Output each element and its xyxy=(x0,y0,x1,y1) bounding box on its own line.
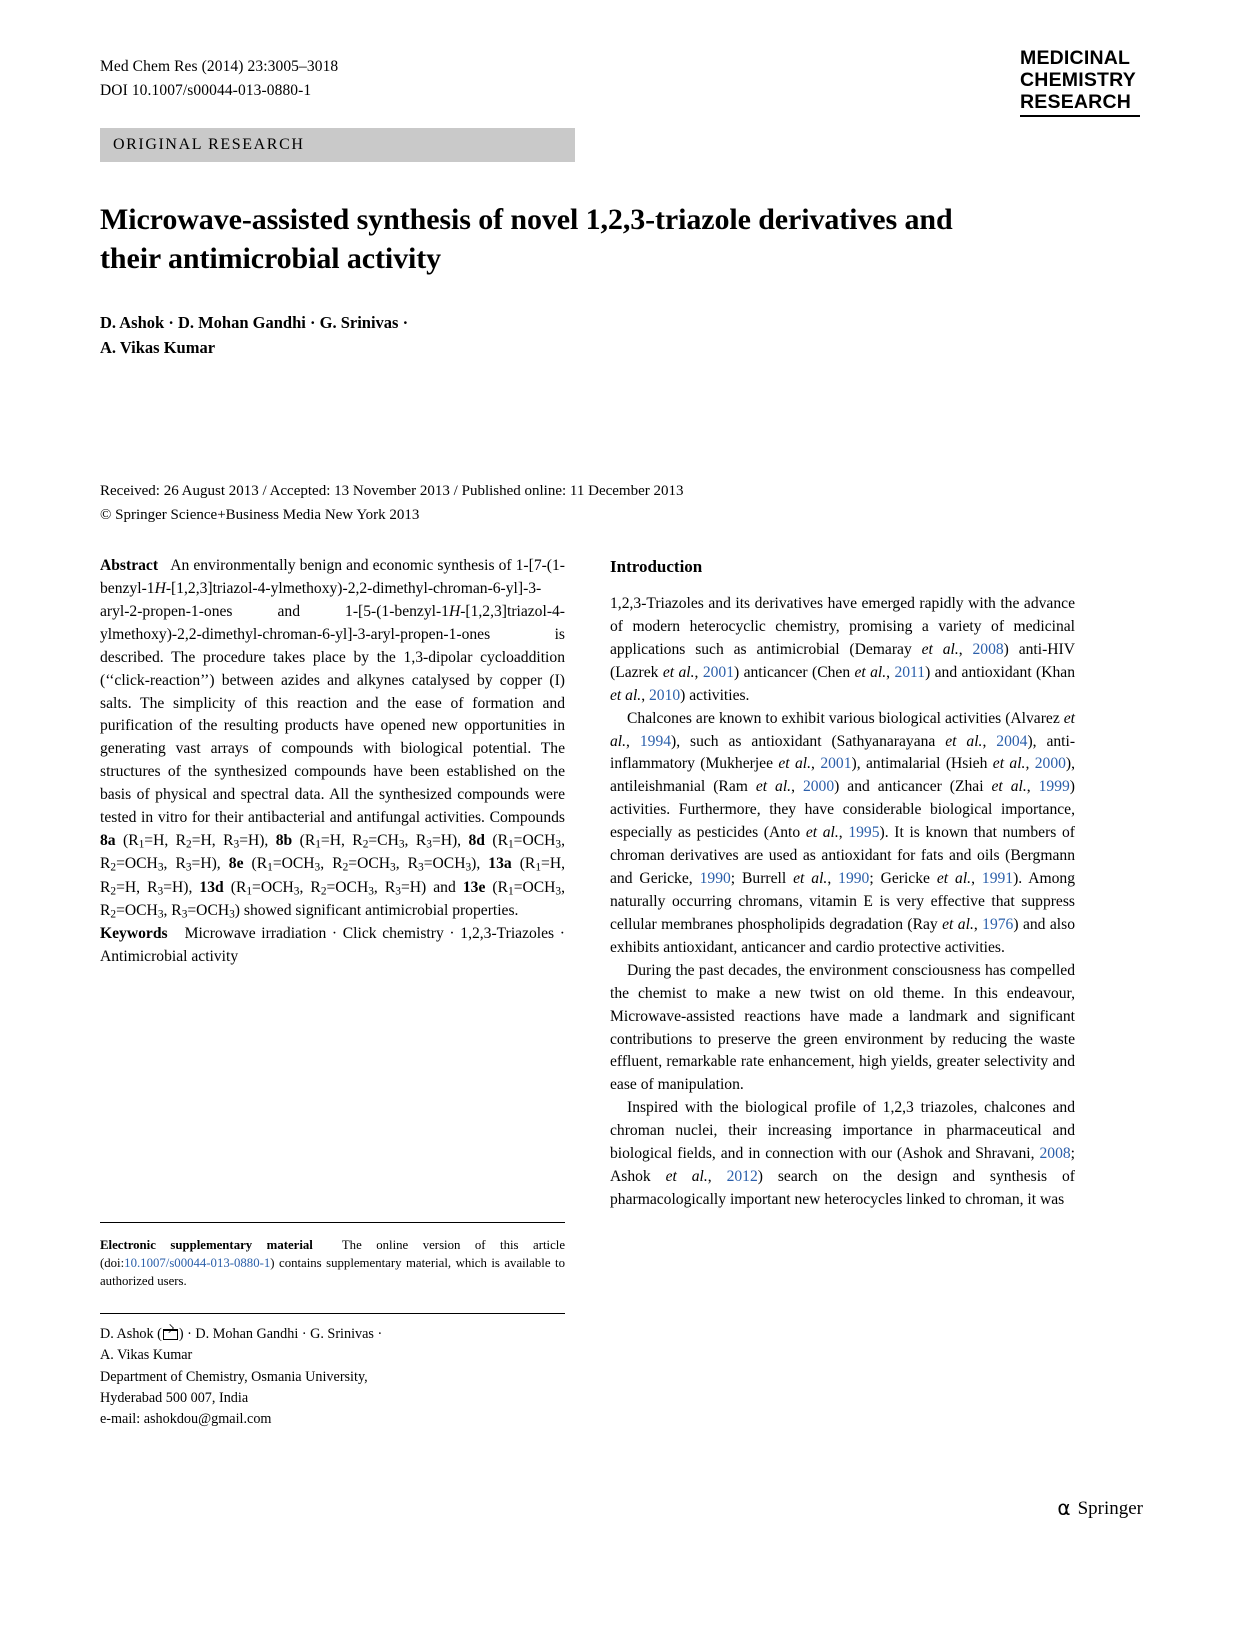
corresponding-author-line xyxy=(100,1324,565,1345)
supplementary-before: The online version of this article (doi: xyxy=(100,1237,566,1270)
journal-reference: Med Chem Res (2014) 23:3005–3018 xyxy=(100,58,339,75)
column-right xyxy=(610,555,1075,1212)
envelope-icon xyxy=(163,1329,178,1340)
paragraph: 1,2,3-Triazoles and its derivatives have emerged rapidly with the advance of modern heterocyclic chemistry, promising a variety of medicinal applications such as antimicrobial (Demaray et al., 2008) anti-HIV (Lazrek et al., 2001) anticancer (Chen et al., 2011) and antioxidant (Khan et al., 2010) activities. xyxy=(610,594,1076,704)
abstract-paragraph xyxy=(100,555,565,923)
publisher-footer xyxy=(1057,1498,1143,1520)
keywords-text: Microwave irradiation · Click chemistry · 1,2,3-Triazoles · Antimicrobial activity xyxy=(100,925,565,965)
author-line-2: A. Vikas Kumar xyxy=(100,338,216,358)
corr-city: Hyderabad 500 007, India xyxy=(100,1389,249,1406)
supplementary-heading: Electronic supplementary material xyxy=(100,1237,313,1252)
doi-line: DOI 10.1007/s00044-013-0880-1 xyxy=(100,82,312,100)
abstract-heading: Abstract xyxy=(100,557,159,574)
abstract-body: An environmentally benign and economic synthesis of 1-[7-(1-benzyl-1H-[1,2,3]triazol-4-ylmethoxy)-2,2-dimethyl-chroman-6-yl]-3-aryl-2-propen-1-ones and 1-[5-(1-benzyl-1H-[1,2,3]triazol-4-ylmethoxy)-2,2-dimethyl-chroman-6-yl]-3-aryl-propen-1-ones is described. The procedure takes place by the 1,3-dipolar cycloaddition (‘‘click-reaction’’) between azides and alkynes catalysed by copper (I) salts. The simplicity of this reaction and the ease of formation and purification of the resulting products have opened new opportunities in generating vast arrays of compounds with biological potential. The structures of the synthesized compounds have been established on the basis of physical and spectral data. All the synthesized compounds were tested in vitro for their antibacterial and antifungal activities. Compounds 8a ($R_1=H$, $R_2=H$, $R_3=H$), 8b ($R_1=H$, $R_2=CH_3$, $R_3=H$), 8d ($R_1=OCH_3$, $R_2=OCH_3$, $R_3=H$), 8e ($R_1=OCH_3$, $R_2=OCH_3$, $R_3=OCH_3$), 13a ($R_1=H$, $R_2=H$, $R_3=H$), 13d ($R_1=OCH_3$, $R_2=OCH_3$, $R_3=H$) and 13e ($R_1=OCH_3$, $R_2=OCH_3$, $R_3=OCH_3$) showed significant antimicrobial properties. xyxy=(100,557,566,921)
author-list xyxy=(100,310,800,360)
springer-logo-icon: ⍺ xyxy=(1057,1498,1071,1520)
journal-logo-line1: MEDICINAL xyxy=(1020,47,1131,69)
author-line-1: D. Ashok · D. Mohan Gandhi · G. Srinivas · xyxy=(100,313,409,332)
publication-info xyxy=(100,480,880,527)
correspondence-divider xyxy=(100,1313,565,1314)
section-heading-introduction: Introduction xyxy=(610,557,703,576)
correspondence-block xyxy=(100,1313,565,1430)
corr-line1b: ) · D. Mohan Gandhi · G. Srinivas · xyxy=(178,1326,383,1342)
supplementary-text xyxy=(100,1236,565,1290)
keywords-paragraph xyxy=(100,923,565,969)
corr-department: Department of Chemistry, Osmania University, xyxy=(100,1368,368,1385)
column-left xyxy=(100,555,565,969)
article-type-band xyxy=(100,128,575,162)
footnote-divider xyxy=(100,1222,565,1223)
supplementary-after: ) contains supplementary material, which is available to authorized users. xyxy=(100,1255,565,1289)
paragraph: Chalcones are known to exhibit various biological activities (Alvarez et al., 1994), such as antioxidant (Sathyanarayana et al., 2004), anti-inflammatory (Mukherjee et al., 2001), antimalarial (Hsieh et al., 2000), antileishmanial (Ram et al., 2000) and anticancer (Zhai et al., 1999) activities. Furthermore, they have considerable biological importance, especially as pesticides (Anto et al., 1995). It is known that numbers of chroman derivatives are used as antioxidant for fats and oils (Bergmann and Gericke, 1990; Burrell et al., 1990; Gericke et al., 1991). Among naturally occurring chromans, vitamin E is very effective that suppress cellular membranes phospholipids degradation (Ray et al., 1976) and also exhibits antioxidant, anticancer and cardio protective activities. xyxy=(610,709,1076,956)
corr-line1a: D. Ashok ( xyxy=(100,1326,162,1342)
journal-logo-line2: CHEMISTRY xyxy=(1020,68,1136,91)
copyright-line: © Springer Science+Business Media New York 2013 xyxy=(100,506,420,523)
journal-logo xyxy=(1020,48,1140,117)
publisher-name: Springer xyxy=(1077,1498,1143,1519)
supplementary-material-note xyxy=(100,1222,565,1303)
corr-line2: A. Vikas Kumar xyxy=(100,1347,193,1364)
page-header xyxy=(100,47,1140,113)
keywords-heading: Keywords xyxy=(100,925,168,942)
publication-dates: Received: 26 August 2013 / Accepted: 13 November 2013 / Published online: 11 December 2013 xyxy=(100,483,684,499)
paragraph: During the past decades, the environment consciousness has compelled the chemist to make a new twist on old theme. In this endeavour, Microwave-assisted reactions have made a landmark and significant contributions to preserve the green environment by reducing the waste effluent, remarkable rate enhancement, high yields, greater selectivity and ease of manipulation. xyxy=(610,961,1075,1094)
introduction-body xyxy=(610,593,1075,1212)
article-type-label: ORIGINAL RESEARCH xyxy=(113,136,305,153)
journal-logo-line3: RESEARCH xyxy=(1020,90,1132,113)
supplementary-doi-link[interactable]: 10.1007/s00044-013-0880-1 xyxy=(124,1255,271,1270)
page-title: Microwave-assisted synthesis of novel 1,2,3-triazole derivatives and their antimicrobial activity xyxy=(100,203,953,276)
paragraph: Inspired with the biological profile of 1,2,3 triazoles, chalcones and chroman nuclei, their increasing importance in pharmaceutical and biological fields, and in connection with our (Ashok and Shravani, 2008; Ashok et al., 2012) search on the design and synthesis of pharmacologically important new heterocycles linked to chroman, it was xyxy=(610,1099,1075,1208)
corr-email: e-mail: ashokdou@gmail.com xyxy=(100,1411,272,1428)
